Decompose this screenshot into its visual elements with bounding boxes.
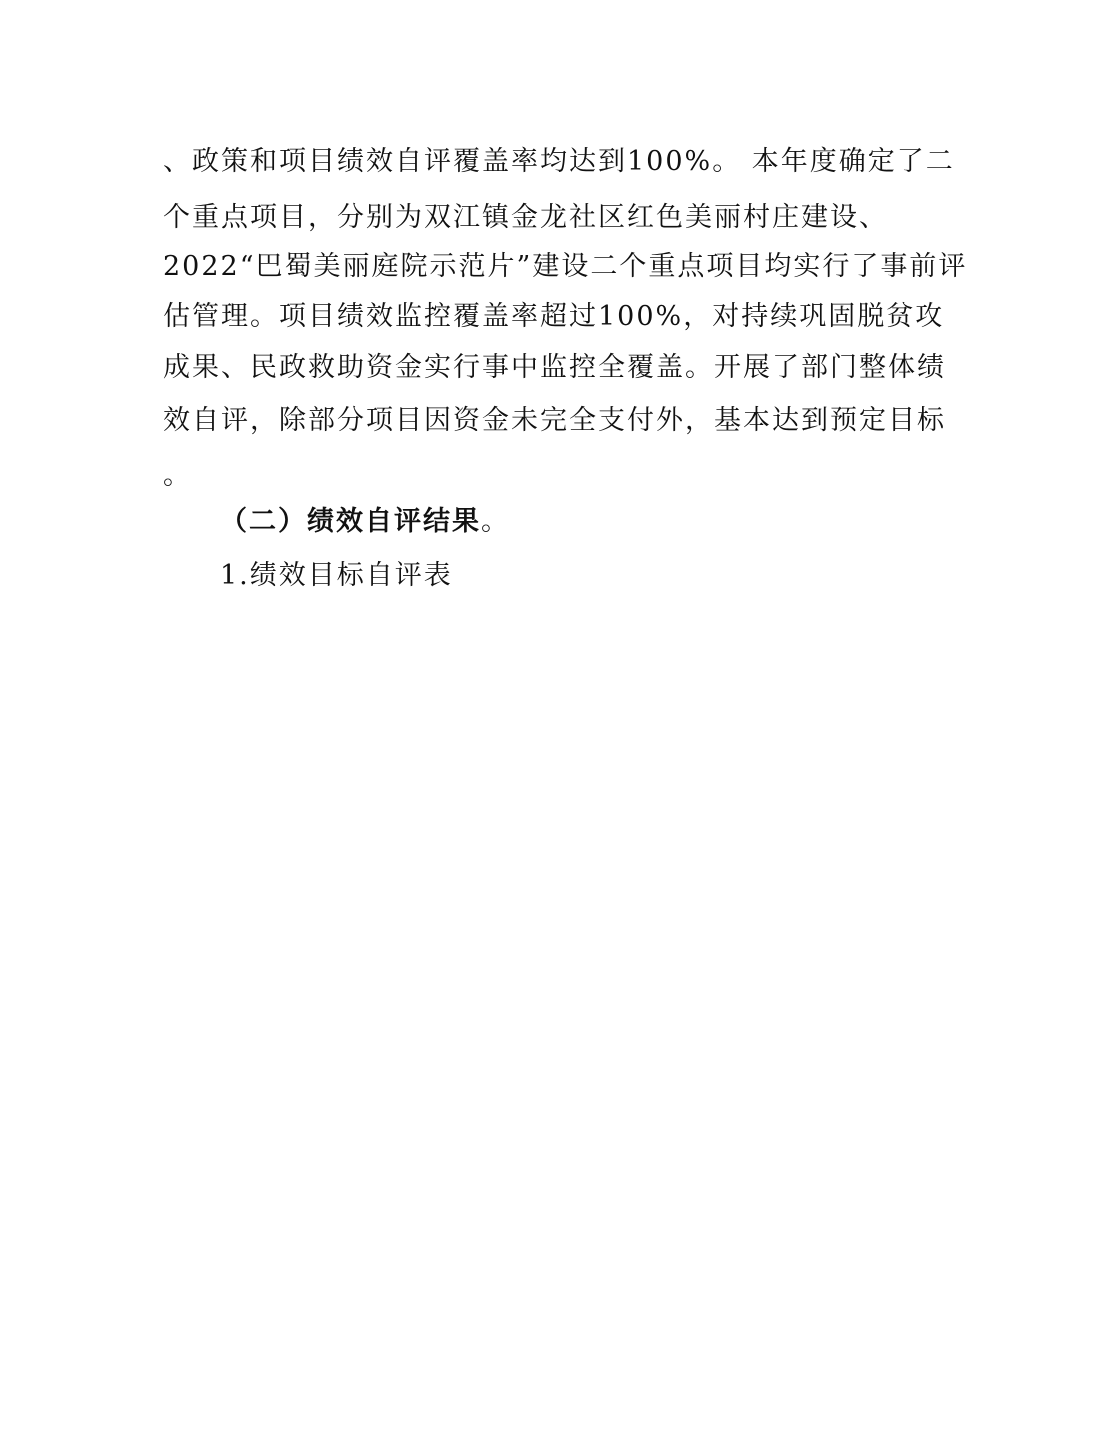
section-heading [220,502,510,542]
paragraph-line-3: 2022“巴蜀美丽庭院示范片”建设二个重点项目均实行了事前评 [163,251,968,282]
paragraph-line-6: 效自评，除部分项目因资金未完全支付外，基本达到预定目标 [163,405,946,436]
paragraph-line-4: 估管理。项目绩效监控覆盖率超过100%，对持续巩固脱贫攻 [163,301,945,332]
paragraph-line-5: 成果、民政救助资金实行事中监控全覆盖。开展了部门整体绩 [163,352,946,383]
paragraph-line-1: 、政策和项目绩效自评覆盖率均达到100%。 本年度确定了二 [163,146,955,177]
sub-item-title: 1.绩效目标自评表 [220,560,453,591]
paragraph-line-7: 。 [163,460,192,491]
section-heading-text: （二）绩效自评结果 [220,506,481,537]
section-heading-period: 。 [481,506,510,537]
paragraph-line-2: 个重点项目，分别为双江镇金龙社区红色美丽村庄建设、 [163,202,888,233]
